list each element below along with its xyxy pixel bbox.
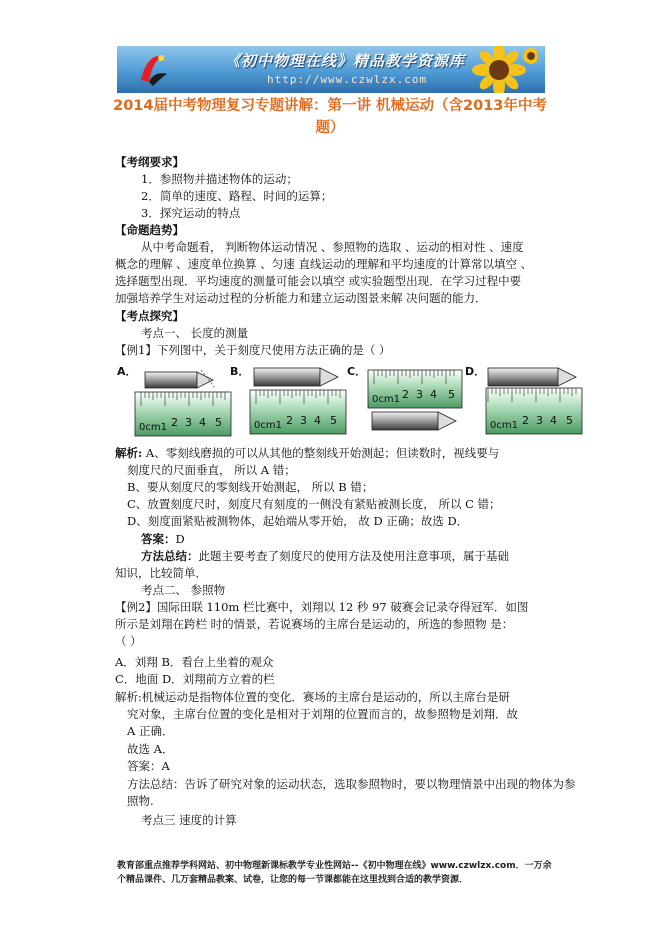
ruler-b-tick-2: 2: [286, 414, 293, 427]
analysis-2-line-2: 究对象，主席台位置的变化是相对于刘翔的位置而言的，故参照物是刘翔．故: [127, 707, 518, 721]
analysis-1-line-1: [115, 446, 499, 460]
analysis-2-line-5: 答案：A: [127, 759, 170, 773]
ruler-a-tick-5: 5: [215, 416, 222, 429]
footer-line-2: 个精品课件、几万套精品教案、试卷，让您的每一节课都能在这里找到合适的教学资源．: [117, 875, 469, 885]
kaogang-item-3: 3．探究运动的特点: [141, 206, 241, 220]
ruler-diagram-c: [366, 366, 466, 438]
ruler-b-tick-5: 5: [330, 414, 337, 427]
mingti-line-2: 概念的理解 、速度单位换算 、匀速 直线运动的理解和平均速度的计算常以填空 、: [115, 257, 533, 271]
mingti-header: 【命题趋势】: [115, 223, 184, 237]
kaogang-header: 【考纲要求】: [115, 155, 184, 169]
ruler-b-tick-3: 3: [300, 414, 307, 427]
analysis-2-line-1: 解析:机械运动是指物体位置的变化．赛场的主席台是运动的，所以主席台是研: [115, 690, 510, 704]
answer-1: [141, 532, 185, 546]
example-1-question: 【例1】下列图中，关于刻度尺使用方法正确的是（ ）: [115, 343, 391, 357]
example-2-options-2: C．地面 D．刘翔前方立着的栏: [115, 672, 275, 686]
ruler-d-tick-0: 0cm1: [490, 420, 518, 431]
ruler-diagram-d: [484, 366, 584, 438]
sunflower-icon: [457, 46, 537, 93]
banner-title: 《初中物理在线》精品教学资源库: [225, 52, 466, 70]
analysis-2-line-3: A 正确．: [127, 724, 174, 738]
kaodian-1-heading: 考点一、 长度的测量: [141, 326, 249, 340]
analysis-1-line-3: B、要从刻度尺的零刻线开始测起， 所以 B 错；: [127, 480, 374, 494]
choice-label-d: D．: [465, 365, 486, 378]
ruler-diagram-b: [248, 366, 348, 438]
choice-label-c: C．: [347, 365, 367, 378]
choice-label-a: A．: [117, 365, 137, 378]
analysis-2-line-6: 方法总结：告诉了研究对象的运动状态，选取参照物时，要以物理情景中出现的物体为参: [127, 777, 576, 791]
example-2-line-3: （ ）: [115, 634, 142, 648]
ruler-a-tick-2: 2: [171, 416, 178, 429]
method-1-text-1: 此题主要考查了刻度尺的使用方法及使用注意事项，属于基础: [198, 549, 509, 563]
footer-line-1: 教育部重点推荐学科网站、初中物理新课标教学专业性网站--《初中物理在线》www.czwlzx.com．一万余: [117, 861, 552, 871]
ruler-b-tick-4: 4: [314, 414, 321, 427]
ruler-d-tick-4: 4: [550, 414, 557, 427]
method-1-line-1: [141, 549, 509, 563]
ruler-a-tick-4: 4: [199, 416, 206, 429]
analysis-1-label: 解析:: [115, 446, 143, 460]
kaodian-3-heading: 考点三 速度的计算: [141, 813, 237, 827]
kaogang-item-2: 2．简单的速度、路程、时间的运算；: [141, 189, 333, 203]
ruler-d-tick-5: 5: [566, 414, 573, 427]
example-2-options-1: A．刘翔 B．看台上坐着的观众: [115, 655, 274, 669]
ruler-a-tick-0: 0cm1: [139, 422, 167, 433]
analysis-2-line-7: 照物.: [127, 794, 154, 808]
page-title: [100, 95, 560, 139]
ruler-c-tick-3: 3: [416, 388, 423, 401]
analysis-1-line-5: D、刻度面紧贴被测物体，起始端从零开始， 故 D 正确；故选 D．: [127, 514, 469, 528]
title-line-2: 题）: [315, 120, 345, 136]
analysis-1-line-2: 刻度尺的尺面垂直， 所以 A 错；: [127, 463, 296, 477]
ruler-d-tick-3: 3: [536, 414, 543, 427]
mingti-line-3: 选择题型出现．平均速度的测量可能会以填空 或实验题型出现．在学习过程中要: [115, 274, 522, 288]
header-banner: [117, 46, 545, 93]
method-1-line-2: 知识，比较简单．: [115, 566, 207, 580]
ruler-c-tick-5: 5: [448, 388, 455, 401]
choice-label-b: B．: [230, 365, 250, 378]
ruler-d-tick-2: 2: [522, 414, 529, 427]
analysis-2-line-4: 故选 A．: [127, 742, 174, 756]
kaodian-2-heading: 考点二、 参照物: [141, 583, 226, 597]
method-1-label: 方法总结：: [141, 549, 199, 563]
example-2-line-2: 所示是刘翔在跨栏 时的情景，若说赛场的主席台是运动的，所选的参照物 是：: [115, 617, 514, 631]
answer-1-label: 答案：: [141, 532, 176, 546]
answer-1-value: D: [175, 532, 185, 546]
ruler-a-tick-3: 3: [185, 416, 192, 429]
kaogang-item-1: 1．参照物并描述物体的运动；: [141, 172, 298, 186]
ruler-c-tick-0: 0cm1: [372, 394, 400, 405]
example-2-line-1: 【例2】国际田联 110m 栏比赛中，刘翔以 12 秒 97 破赛会记录夺得冠军．如图: [115, 600, 529, 614]
ruler-c-tick-2: 2: [402, 388, 409, 401]
ruler-b-tick-0: 0cm1: [254, 420, 282, 431]
ruler-c-tick-4: 4: [430, 388, 437, 401]
banner-url: http://www.czwlzx.com: [267, 73, 428, 86]
title-line-1: 2014届中考物理复习专题讲解：第一讲 机械运动（含2013年中考: [113, 98, 547, 114]
logo-icon: [135, 50, 169, 88]
ruler-diagram-a: [133, 366, 233, 438]
mingti-line-4: 加强培养学生对运动过程的分析能力和建立运动图景来解 决问题的能力．: [115, 291, 487, 305]
tanjiu-header: 【考点探究】: [115, 309, 184, 323]
analysis-1-text-1: A、零刻线磨损的可以从其他的整刻线开始测起；但读数时，视线要与: [145, 446, 500, 460]
analysis-1-line-4: C、放置刻度尺时，刻度尺有刻度的一侧没有紧贴被测长度， 所以 C 错；: [127, 497, 501, 511]
mingti-line-1: 从中考命题看， 判断物体运动情况 、参照物的选取 、运动的相对性 、速度: [141, 240, 524, 254]
